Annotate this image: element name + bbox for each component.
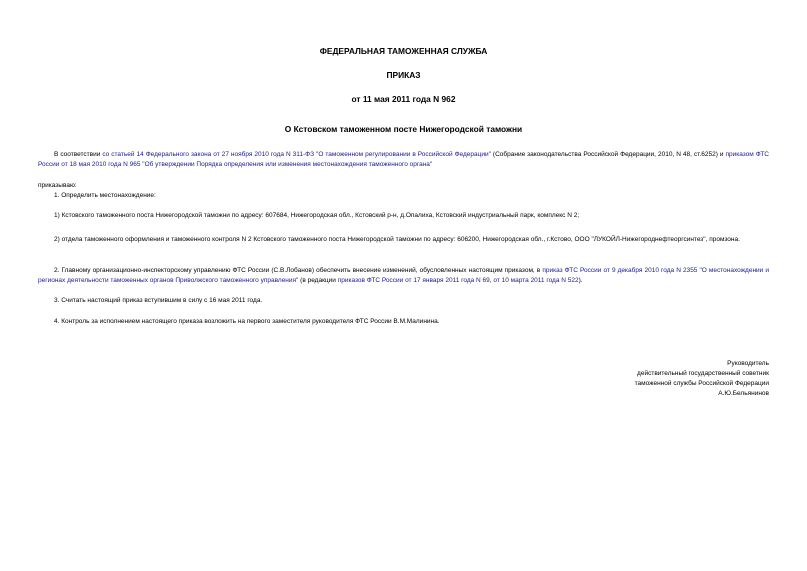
order-word: приказываю: [38,182,77,189]
preamble-paragraph [38,150,769,170]
document-date-number: от 11 мая 2011 года N 962 [351,94,456,104]
item-2-text-3: , [489,277,494,284]
law-311-link[interactable]: со статьей 14 Федерального закона от 27 ноября 2010 года N 311-ФЗ "О таможенном регулировании в Российской Федерации" [102,151,491,158]
item-2-text-2: (в редакции [298,277,338,284]
item-4: 4. Контроль за исполнением настоящего приказа возложить на первого заместителя руководителя ФТС России В.М.Малинина. [54,318,440,325]
order-522-link[interactable]: от 10 марта 2011 года N 522 [493,277,579,284]
item-2-text-1: 2. Главному организационно-инспекторскому управлению ФТС России (С.В.Лобанов) обеспечить внесение изменений, обусловленных настоящим приказом, в [54,267,543,274]
signatory-rank: действительный государственный советник [637,370,769,377]
item-3: 3. Считать настоящий приказ вступившим в силу с 16 мая 2011 года. [54,297,263,304]
item-2-paragraph [38,266,769,286]
item-2-text-4: ). [578,277,583,284]
item-1-1: 1) Кстовского таможенного поста Нижегородской таможни по адресу: 607684, Нижегородская обл., Кстовский р-н, д.Опалиха, Кстовский индустриальный парк, комплекс N 2; [54,212,580,219]
preamble-text-1: В соответствии [54,151,103,158]
document-title: О Кстовском таможенном посте Нижегородской таможни [284,124,523,134]
agency-heading: ФЕДЕРАЛЬНАЯ ТАМОЖЕННАЯ СЛУЖБА [319,46,488,56]
signatory-name: А.Ю.Бельянинов [718,390,769,397]
item-1-2: 2) отдела таможенного оформления и таможенного контроля N 2 Кстовского таможенного поста Нижегородской таможни по адресу: 606200, Нижегородская обл., г.Кстово, ООО "ЛУКОЙЛ-Нижегороднефтеоргсинтез", промзона. [54,236,740,243]
order-965-link[interactable]: приказом ФТС России от 18 мая 2010 года N 965 "Об утверждении Порядка определения или изменения местонахождения таможенного органа" [38,151,769,168]
order-69-link[interactable]: приказов ФТС России от 17 января 2011 года N 69 [337,277,490,284]
preamble-text-2: (Собрание законодательства Российской Федерации, 2010, N 48, ст.6252) и [490,151,726,158]
order-2355-link[interactable]: приказ ФТС России от 9 декабря 2010 года N 2355 "О местонахождении и регионах деятельности таможенных органов Приволжского таможенного управления" [38,267,769,284]
signatory-position: Руководитель [727,360,769,367]
item-1: 1. Определить местонахождение: [54,192,156,199]
document-type: ПРИКАЗ [386,70,421,80]
signatory-service: таможенной службы Российской Федерации [634,380,769,387]
